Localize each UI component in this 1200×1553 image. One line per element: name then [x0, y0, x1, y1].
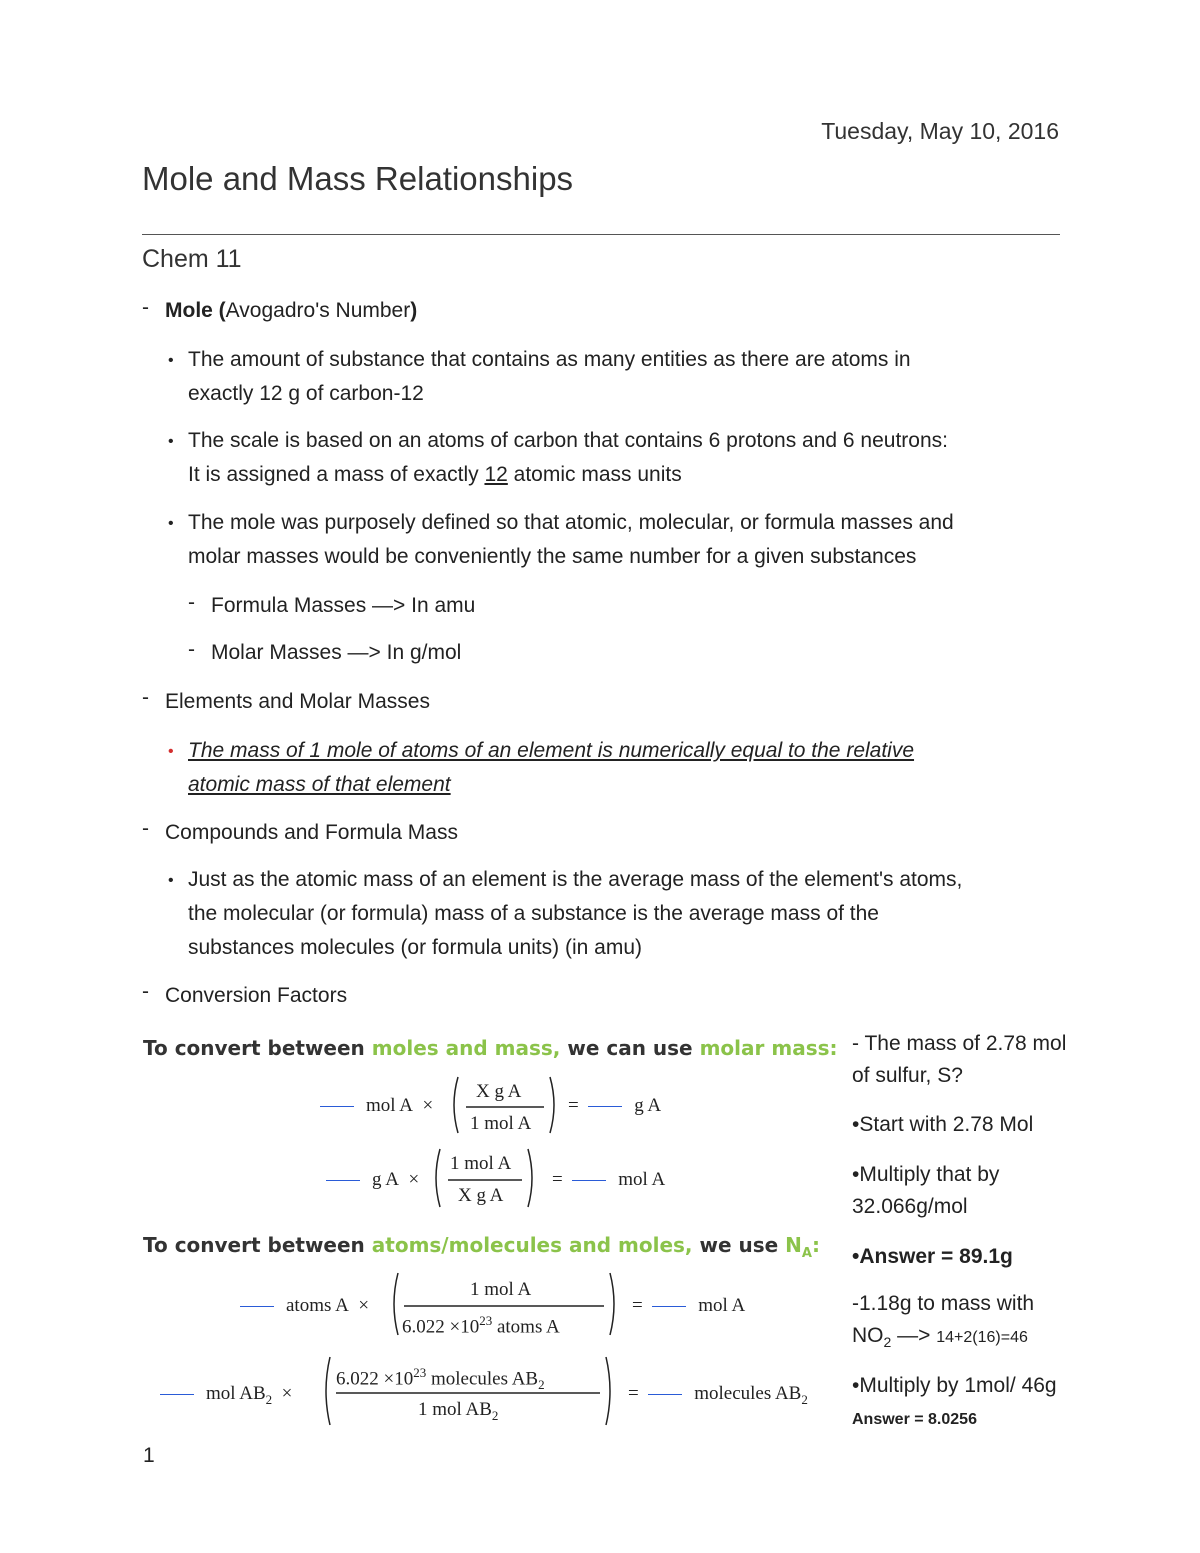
bullet-icon: •: [168, 743, 174, 760]
eq4-denominator: 1 mol $AB_2$: [418, 1399, 499, 1423]
dash-marker: -: [142, 980, 149, 1003]
eq4-numerator: $6.022 \times 10^{23}$ molecules $AB_2$: [336, 1365, 545, 1393]
dash-marker: -: [188, 591, 195, 614]
eq1-denominator: 1 mol A: [470, 1113, 532, 1134]
equation-mass-to-moles: g A ×: [326, 1169, 419, 1191]
mole-bullet-1: The amount of substance that contains as many entities as there are atoms in exactly 12 g of carbon-12: [188, 348, 911, 405]
section-conversion-heading: Conversion Factors: [165, 984, 348, 1007]
page-number: 1: [143, 1444, 155, 1467]
subtitle: Chem 11: [142, 245, 242, 273]
bullet-icon: •: [168, 433, 174, 450]
eq3-numerator: 1 mol A: [470, 1279, 532, 1300]
section-mole-heading: Mole (Avogadro's Number): [165, 299, 418, 322]
molar-masses-item: Molar Masses —> In g/mol: [211, 641, 462, 664]
dash-marker: -: [188, 638, 195, 661]
eq3-denominator: $6.022 \times 10^{23}$ atoms A: [402, 1313, 560, 1338]
section-compounds-heading: Compounds and Formula Mass: [165, 821, 458, 844]
eq2-numerator: 1 mol A: [450, 1153, 512, 1174]
formula-masses-item: Formula Masses —> In amu: [211, 594, 476, 617]
bullet-icon: •: [168, 515, 174, 532]
no2-step: •Multiply by 1mol/ 46g Answer = 8.0256: [852, 1374, 1057, 1428]
eq2-result: = mol A: [552, 1169, 666, 1190]
dash-marker: -: [142, 817, 149, 840]
eq1-result: = g A: [568, 1095, 662, 1116]
page-title: Mole and Mass Relationships: [142, 160, 574, 197]
dash-marker: -: [142, 296, 149, 319]
title-divider: [142, 234, 1060, 235]
eq3-result: = mol A: [632, 1295, 746, 1316]
eq1-numerator: X g A: [476, 1081, 522, 1102]
dash-marker: -: [142, 686, 149, 709]
mole-label: Mole: [165, 299, 213, 322]
mole-bullet-3: The mole was purposely defined so that atomic, molecular, or formula masses and molar masses would be conveniently the same number for a given substances: [188, 511, 954, 568]
equation-atoms-to-moles: atoms A ×: [240, 1295, 369, 1317]
sulfur-answer: •Answer = 89.1g: [852, 1245, 1013, 1268]
eq4-result: = molecules $AB_2$: [628, 1383, 808, 1407]
sulfur-question: - The mass of 2.78 mol of sulfur, S?: [852, 1032, 1067, 1087]
sulfur-step-1: •Start with 2.78 Mol: [852, 1113, 1034, 1136]
bullet-icon: •: [168, 352, 174, 369]
conversion-equations-figure: [140, 1033, 840, 1433]
elements-key-fact: The mass of 1 mole of atoms of an element is numerically equal to the relative atomic mass of that element: [188, 739, 915, 796]
molar-mass-heading: To convert between moles and mass, we can use molar mass:: [143, 1036, 838, 1060]
eq2-denominator: X g A: [458, 1185, 504, 1206]
date: Tuesday, May 10, 2016: [821, 118, 1059, 144]
mole-bullet-2: The scale is based on an atoms of carbon that contains 6 protons and 6 neutrons: It is assigned a mass of exactly 12 atomic mass units: [188, 429, 948, 486]
equation-moles-to-mass: mol A ×: [320, 1095, 433, 1117]
sulfur-step-2: •Multiply that by 32.066g/mol: [852, 1163, 1000, 1218]
no2-question: -1.18g to mass with $NO_2$ —> 14+2(16)=46: [852, 1292, 1035, 1351]
compounds-bullet-1: Just as the atomic mass of an element is the average mass of the element's atoms, the molecular (or formula) mass of a substance is the average mass of the substances molecules (or formula units) (in amu): [188, 868, 963, 959]
bullet-icon: •: [168, 872, 174, 889]
equation-moles-to-molecules: mol $AB_2$ ×: [160, 1383, 292, 1408]
avogadro-heading: To convert between atoms/molecules and moles, we use $N_A$:: [143, 1233, 820, 1261]
section-elements-heading: Elements and Molar Masses: [165, 690, 430, 713]
